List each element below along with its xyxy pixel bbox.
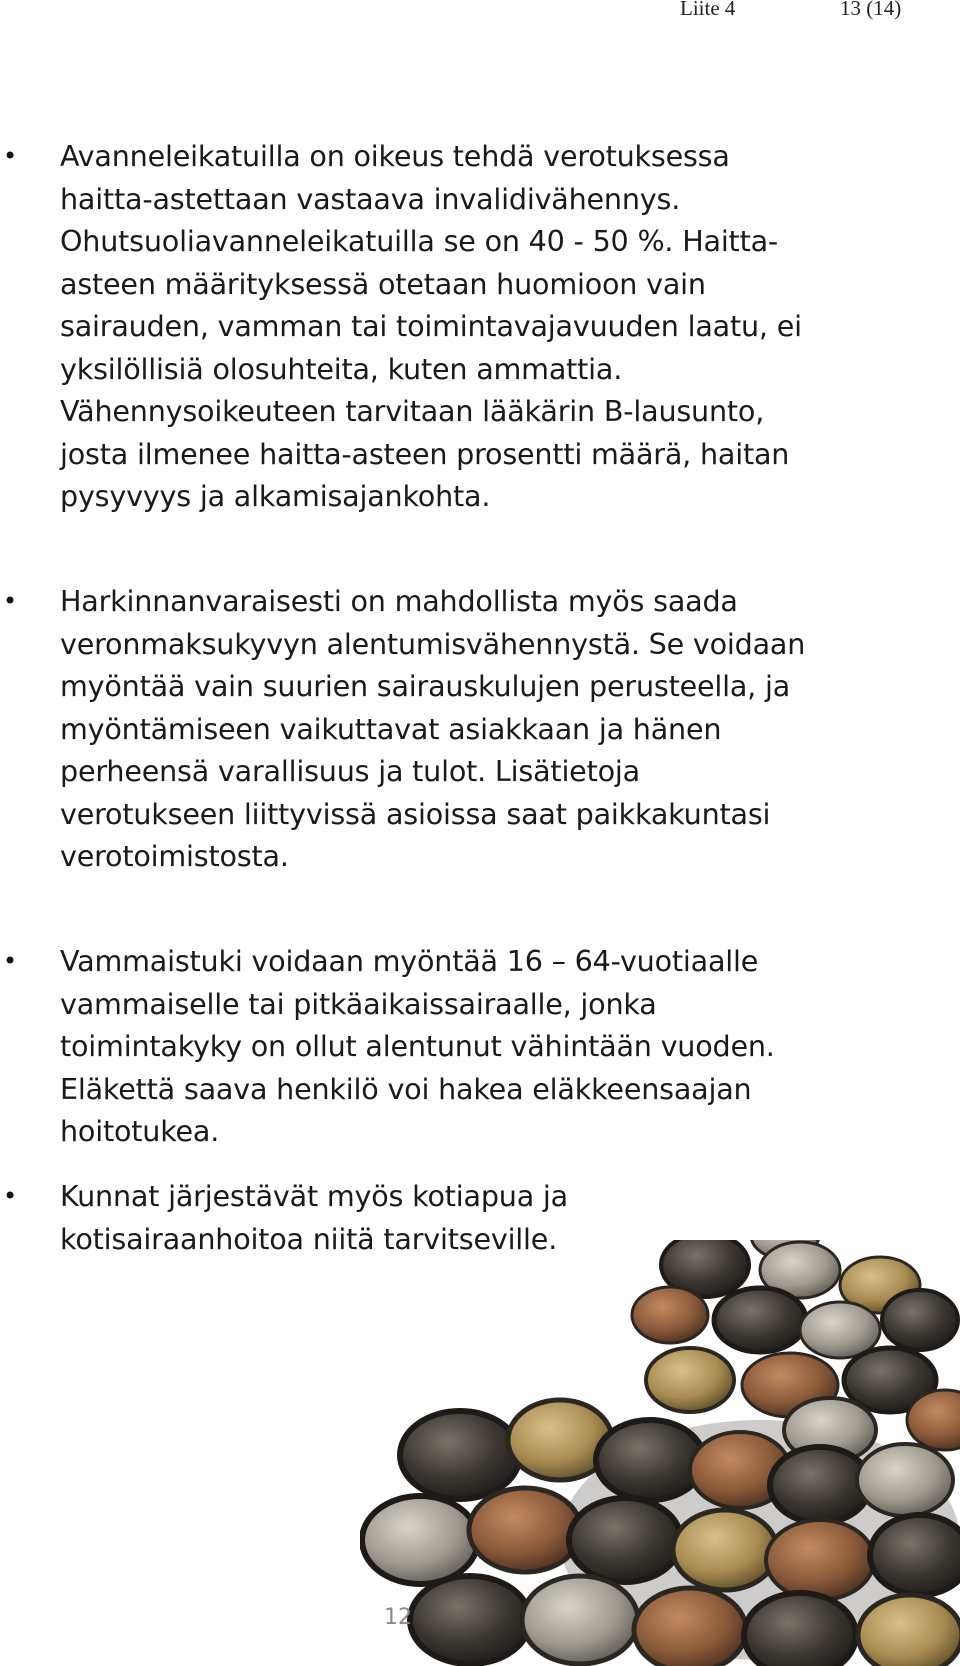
text-line: kotisairaanhoitoa niitä tarvitseville.	[60, 1221, 558, 1256]
text-line: myöntää vain suurien sairauskulujen perusteella, ja	[60, 669, 791, 703]
bullet-text	[60, 135, 860, 518]
text-line: josta ilmenee haitta-asteen prosentti määrä, haitan	[60, 436, 790, 471]
text-line: Eläkettä saava henkilö voi hakea eläkkeensaajan	[60, 1071, 752, 1106]
text-line: toimintakyky on ollut alentunut vähintään vuoden.	[60, 1029, 775, 1063]
text-line: myöntämiseen vaikuttavat asiakkaan ja hänen	[60, 711, 722, 746]
coin	[744, 1593, 856, 1666]
coin	[632, 1287, 708, 1343]
coin	[766, 1520, 874, 1600]
attachment-label: Liite 4	[680, 0, 736, 20]
text-line: asteen määrityksessä otetaan huomioon vain	[60, 266, 706, 301]
text-line: veronmaksukyvyn alentumisvähennystä. Se voidaan	[60, 626, 806, 661]
text-line: perheensä varallisuus ja tulot. Lisätietoja	[60, 754, 640, 788]
coin	[469, 1488, 581, 1572]
page-of-total: 13 (14)	[840, 0, 902, 20]
text-line: Kunnat järjestävät myös kotiapua ja	[60, 1179, 568, 1213]
text-line: verotoimistosta.	[60, 839, 289, 873]
text-line: hoitotukea.	[60, 1114, 220, 1148]
coin	[870, 1515, 960, 1595]
bullet-text	[60, 940, 860, 1153]
text-line: vammaiselle tai pitkäaikaissairaalle, jonka	[60, 986, 657, 1021]
page-header	[0, 0, 960, 30]
text-line: yksilöllisiä olosuhteita, kuten ammattia.	[60, 351, 623, 386]
coin	[400, 1411, 520, 1499]
bullet-icon: •	[3, 142, 18, 170]
text-line: Vähennysoikeuteen tarvitaan lääkärin B-lausunto,	[60, 394, 765, 428]
text-line: pysyvyys ja alkamisajankohta.	[60, 479, 491, 513]
text-line: Vammaistuki voidaan myöntää 16 – 64-vuotiaalle	[60, 944, 759, 978]
text-line: Ohutsuoliavanneleikatuilla se on 40 - 50 %. Haitta-	[60, 224, 779, 258]
coin	[362, 1496, 478, 1584]
coin	[596, 1420, 704, 1500]
coin	[522, 1576, 638, 1664]
bullet-text	[60, 580, 860, 878]
bullet-icon: •	[3, 1182, 18, 1210]
bullet-icon: •	[3, 587, 18, 615]
text-line: Harkinnanvaraisesti on mahdollista myös saada	[60, 584, 738, 618]
text-line: verotukseen liittyvissä asioissa saat paikkakuntasi	[60, 796, 771, 831]
coin	[770, 1447, 870, 1523]
coins-photo	[360, 1240, 960, 1666]
coin	[634, 1588, 746, 1666]
coin	[882, 1290, 958, 1350]
text-line: Avanneleikatuilla on oikeus tehdä verotuksessa	[60, 139, 730, 173]
coin	[410, 1576, 530, 1664]
bullet-icon: •	[3, 947, 18, 975]
text-line: haitta-astettaan vastaava invalidivähennys.	[60, 181, 681, 216]
coin	[646, 1348, 734, 1412]
coin	[673, 1510, 777, 1590]
coin	[857, 1444, 953, 1516]
text-line: sairauden, vamman tai toimintavajavuuden laatu, ei	[60, 309, 802, 343]
coin	[714, 1288, 806, 1352]
page-number: 12	[384, 1605, 412, 1630]
coin	[858, 1595, 960, 1666]
coin	[569, 1498, 681, 1582]
